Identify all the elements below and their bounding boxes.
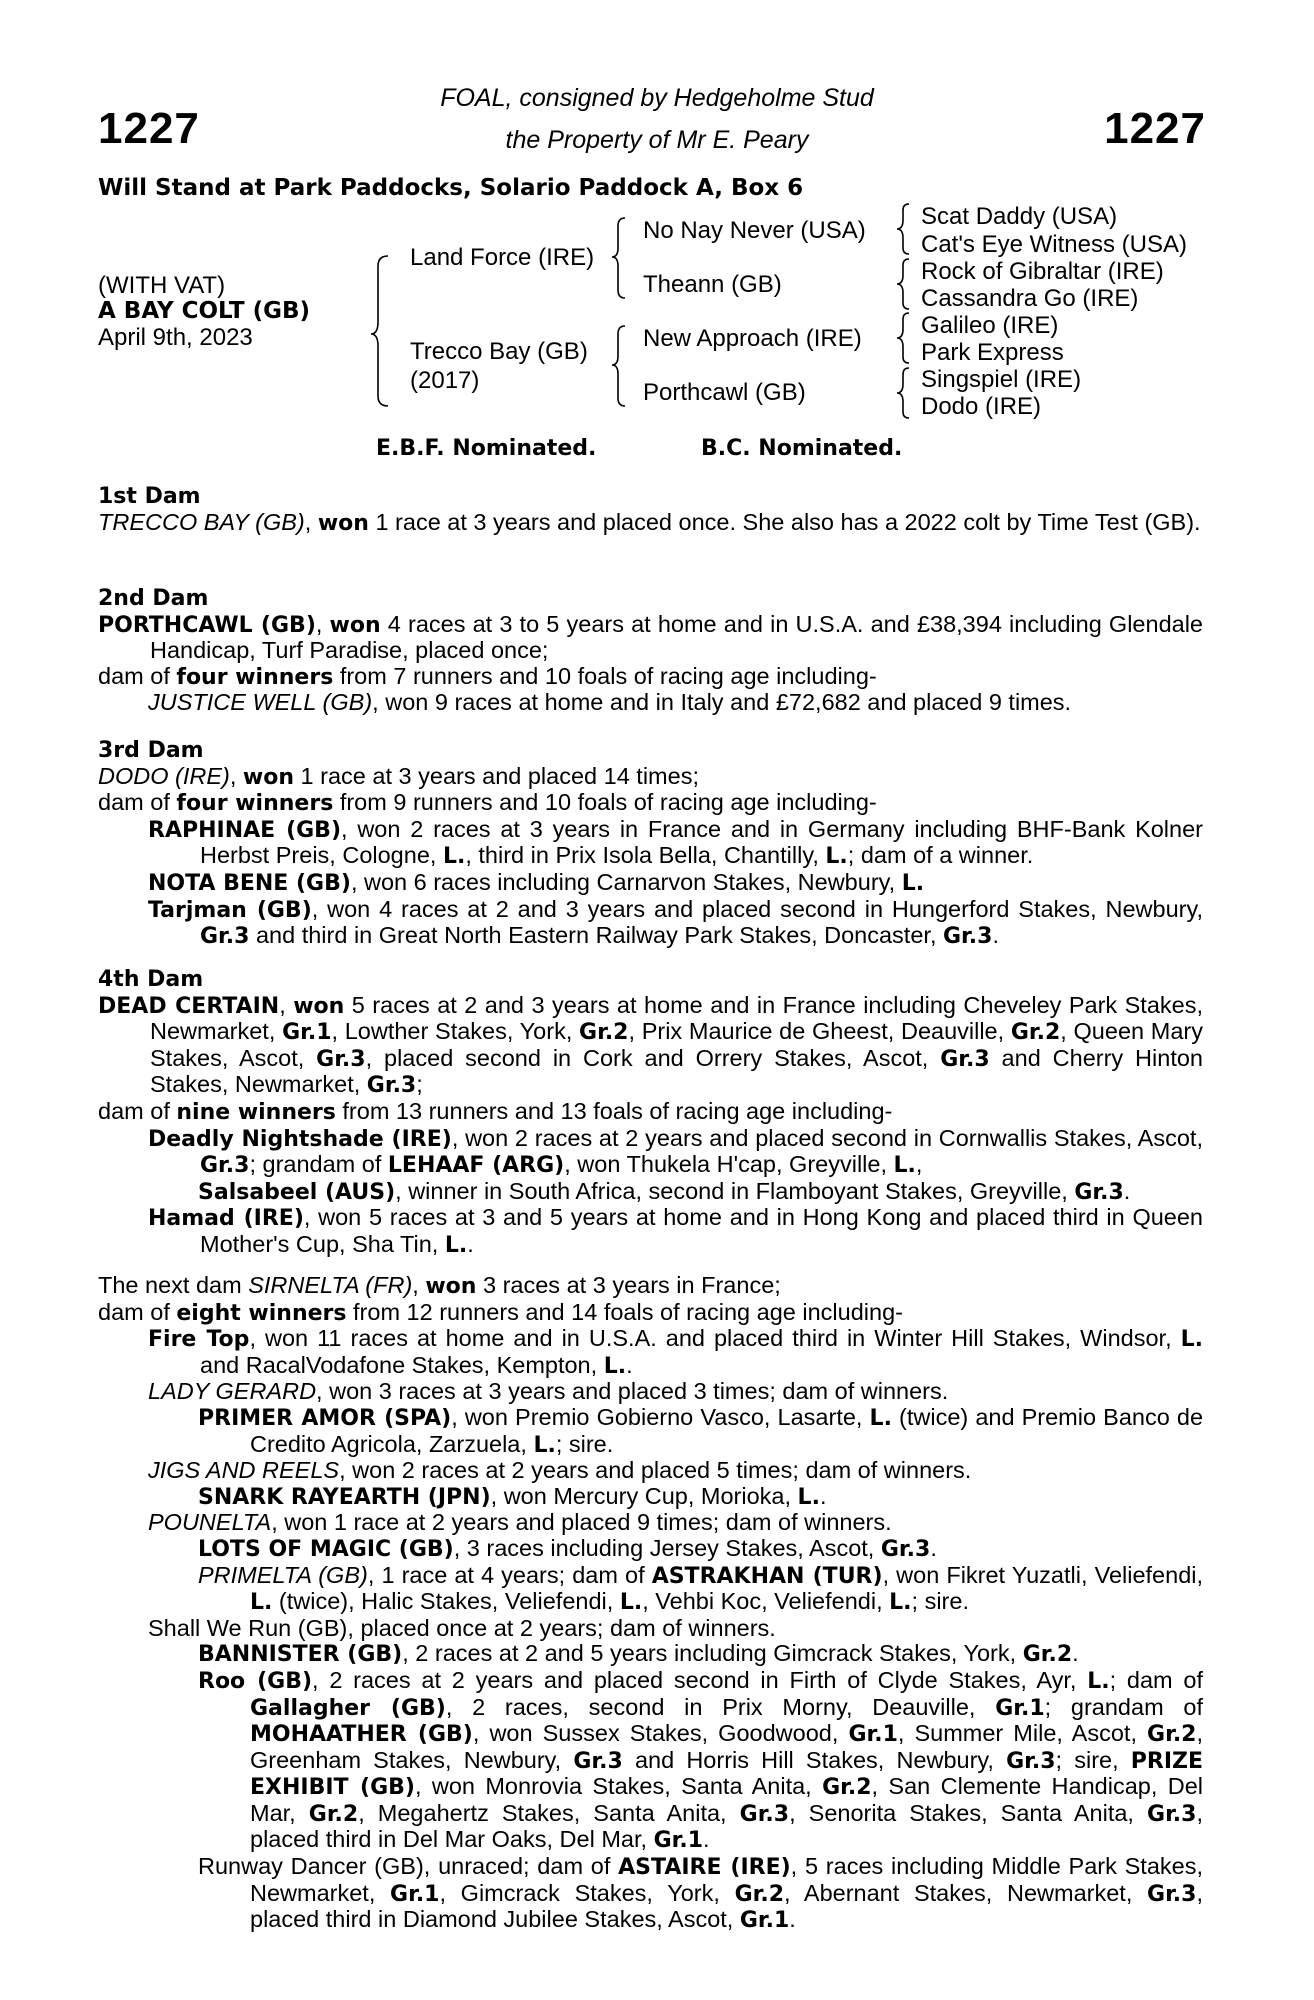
race-grade-label: L. [1087, 1668, 1110, 1694]
record-text: , won Mercury Cup, Morioka, [490, 1482, 798, 1509]
third-dam-produce [98, 790, 1203, 817]
next-dam-name: SIRNELTA (FR) [248, 1272, 413, 1298]
record-text: ; dam of a winner. [847, 842, 1034, 869]
progeny-entry [98, 1379, 1203, 1405]
winners-count: four winners [176, 664, 334, 690]
record-text: , winner in South Africa, second in Flamboyant Stakes, Greyville, [395, 1177, 1075, 1204]
third-dam-name: DODO (IRE) [98, 762, 230, 789]
record-text: . [703, 1826, 710, 1853]
g3-ancestor-7: Singspiel (IRE) [921, 366, 1082, 393]
record-text: ; sire. [911, 1588, 969, 1615]
g3-ancestor-5: Galileo (IRE) [921, 312, 1059, 339]
race-grade-label: Gr.3 [880, 1536, 931, 1562]
record-text: , Lowther Stakes, York, [331, 1018, 580, 1045]
record-text: The next dam [98, 1272, 249, 1298]
record-text: and RacalVodafone Stakes, Kempton, [200, 1351, 604, 1378]
record-text: and Cherry Hinton Stakes, Newmarket, [150, 1044, 1203, 1098]
record-text: LEHAAF (ARG) [387, 1153, 565, 1179]
record-text: , won Monrovia Stakes, Santa Anita, [414, 1773, 823, 1800]
record-text: , third in Prix Isola Bella, Chantilly, [465, 842, 826, 869]
race-grade-label: Gr.1 [995, 1695, 1045, 1721]
lot-number-right: 1227 [1104, 104, 1206, 153]
second-dam-section [98, 586, 1203, 716]
race-grade-label: L. [1180, 1327, 1203, 1353]
record-text: , won 11 races at home and in U.S.A. and placed third in Winter Hill Stakes, Windsor, [249, 1325, 1181, 1352]
property-line: the Property of Mr E. Peary [505, 126, 809, 154]
progeny-name: RAPHINAE (GB) [148, 817, 342, 843]
record-text: . [992, 922, 999, 949]
progeny-entry [98, 1616, 1203, 1642]
next-dam-produce [98, 1300, 1203, 1327]
second-dam-heading: 2nd Dam [98, 586, 209, 611]
sire-name: Land Force (IRE) [410, 244, 595, 271]
progeny-name: Fire Top [148, 1327, 250, 1353]
g3-ancestor-1: Scat Daddy (USA) [921, 203, 1118, 230]
race-grade-label: Gr.2 [308, 1801, 359, 1827]
progeny-name: JUSTICE WELL (GB) [148, 689, 373, 716]
race-grade-label: Gr.2 [822, 1775, 872, 1801]
race-grade-label: Gr.3 [200, 924, 250, 950]
race-grade-label: L. [533, 1432, 556, 1458]
dam-name: Trecco Bay (GB) [410, 338, 588, 365]
progeny-entry [98, 1536, 1203, 1563]
record-text: ; sire. [555, 1430, 614, 1457]
race-grade-label: Gr.2 [734, 1881, 784, 1907]
record-text: , placed third in Del Mar Oaks, Del Mar, [250, 1799, 1203, 1853]
progeny-name: Deadly Nightshade (IRE) [148, 1126, 452, 1152]
race-grade-label: L. [797, 1484, 820, 1510]
winners-count: eight winners [176, 1300, 347, 1326]
progeny-name: JIGS AND REELS [148, 1457, 340, 1484]
foaling-date: April 9th, 2023 [98, 324, 253, 351]
record-text: from 12 runners and 14 foals of racing age including- [346, 1298, 903, 1325]
won-label: won [242, 764, 295, 790]
race-grade-label: Gr.2 [1010, 1020, 1061, 1046]
record-text: PRIZE EXHIBIT (GB) [250, 1748, 1204, 1801]
record-text: (twice), Halic Stakes, Veliefendi, [272, 1588, 620, 1615]
progeny-name: Salsabeel (AUS) [198, 1179, 396, 1205]
dam-of-label: dam of [98, 1097, 177, 1124]
record-text: ; [416, 1071, 423, 1098]
race-grade-label: Gr.3 [1074, 1179, 1124, 1205]
winners-count: nine winners [176, 1099, 336, 1125]
record-text: , unraced; dam of [423, 1853, 619, 1880]
record-text: , won 6 races including Carnarvon Stakes, Newbury, [350, 868, 902, 895]
record-text: . [1072, 1640, 1079, 1667]
record-text: dam of [98, 1298, 177, 1325]
progeny-name: BANNISTER (GB) [198, 1642, 403, 1668]
race-grade-label: Gr.3 [1006, 1748, 1056, 1774]
record-text: , Queen Mary Stakes, Ascot, [150, 1018, 1203, 1071]
next-dam-section [98, 1273, 1203, 1934]
race-grade-label: L. [250, 1590, 273, 1616]
first-dam-heading: 1st Dam [98, 484, 201, 509]
progeny-entry [98, 1126, 1203, 1179]
vat-label: (WITH VAT) [98, 272, 226, 299]
next-dam-text: The next dam SIRNELTA (FR), won 3 races at 3 years in France; [98, 1272, 781, 1299]
record-text: , [915, 1151, 923, 1178]
record-text: , 1 race at 4 years; dam of [367, 1561, 652, 1588]
record-text: . [789, 1906, 796, 1933]
progeny-entry [98, 1668, 1203, 1854]
won-label: won [293, 993, 345, 1019]
third-dam-heading: 3rd Dam [98, 738, 204, 763]
record-text: . [930, 1534, 937, 1561]
lot-number-left: 1227 [98, 104, 200, 153]
progeny-name: Hamad (IRE) [148, 1206, 304, 1232]
progeny-name: SNARK RAYEARTH (JPN) [198, 1484, 491, 1510]
third-dam-section [98, 738, 1203, 950]
sire-sire-name: No Nay Never (USA) [643, 217, 866, 244]
progeny-entry [98, 1510, 1203, 1536]
progeny-name: Tarjman (GB) [148, 897, 312, 923]
fourth-dam-name: DEAD CERTAIN [98, 993, 280, 1019]
record-text: and Horris Hill Stakes, Newbury, [622, 1746, 1007, 1773]
record-text: 3 races at 3 years in France; [476, 1272, 781, 1298]
record-text: , won 4 races at 2 and 3 years and placed second in Hungerford Stakes, Newbury, [311, 895, 1203, 922]
progeny-name: LADY GERARD [148, 1378, 317, 1405]
progeny-entry [98, 1854, 1203, 1934]
race-grade-label: L. [869, 1405, 892, 1431]
record-text: , placed second in Cork and Orrery Stakes, Ascot, [365, 1044, 941, 1071]
progeny-name: Shall We Run (GB) [148, 1614, 348, 1641]
record-text: ; grandam of [1044, 1693, 1203, 1720]
progeny-entry [98, 870, 1203, 897]
race-grade-label: Gr.1 [282, 1020, 332, 1046]
race-grade-label: Gr.3 [573, 1748, 623, 1774]
record-text: , Summer Mile, Ascot, [897, 1720, 1148, 1747]
record-text: , Greenham Stakes, Newbury, [250, 1720, 1204, 1773]
record-text: . [467, 1230, 474, 1257]
race-grade-label: Gr.3 [1147, 1881, 1197, 1907]
record-text: , 2 races at 2 and 5 years including Gimcrack Stakes, York, [402, 1640, 1023, 1667]
race-grade-label: Gr.2 [579, 1020, 629, 1046]
record-text: ; sire, [1055, 1746, 1131, 1773]
record-text: MOHAATHER (GB) [250, 1722, 473, 1748]
progeny-name: LOTS OF MAGIC (GB) [198, 1536, 454, 1562]
fourth-dam-heading: 4th Dam [98, 967, 204, 992]
second-dam-record: 4 races at 3 to 5 years at home and in U.S.A. and £38,394 including Glendale Handicap, Turf Paradise, placed once; [150, 610, 1203, 664]
record-text: , won 3 races at 3 years and placed 3 times; dam of winners. [316, 1378, 949, 1405]
record-text: , Abernant Stakes, Newmarket, [784, 1879, 1148, 1906]
progeny-name: POUNELTA [148, 1509, 272, 1536]
g3-ancestor-6: Park Express [921, 339, 1064, 366]
second-dam-text: PORTHCAWL (GB), won 4 races at 3 to 5 years at home and in U.S.A. and £38,394 including Glendale Handicap, Turf Paradise, placed once; [98, 610, 1203, 664]
fourth-dam-produce [98, 1099, 1203, 1126]
race-grade-label: Gr.1 [848, 1722, 898, 1748]
progeny-name: Runway Dancer (GB) [198, 1853, 424, 1880]
race-grade-label: Gr.3 [943, 924, 993, 950]
dam-sire-name: New Approach (IRE) [643, 325, 862, 352]
record-text: , won 5 races at 3 and 5 years at home and in Hong Kong and placed third in Queen Mother's Cup, Sha Tin, [200, 1204, 1203, 1257]
winners-count: four winners [176, 791, 334, 817]
record-text: , won 2 races at 2 years and placed 5 times; dam of winners. [339, 1457, 972, 1484]
progeny-entry [98, 1458, 1203, 1484]
g3-ancestor-2: Cat's Eye Witness (USA) [921, 231, 1187, 258]
record-text: , won 2 races at 3 years in France and in Germany including BHF-Bank Kolner Herbst Preis, Cologne, [200, 815, 1203, 869]
progeny-name: Roo (GB) [198, 1668, 313, 1694]
first-dam-name: TRECCO BAY (GB) [98, 508, 305, 535]
dam-of-label: dam of [98, 662, 177, 689]
race-grade-label: L. [603, 1353, 627, 1379]
bc-nomination: B.C. Nominated. [701, 436, 903, 461]
record-text: , won 1 race at 2 years and placed 9 times; dam of winners. [271, 1509, 892, 1536]
record-text: , placed third in Diamond Jubilee Stakes, Ascot, [250, 1879, 1203, 1933]
dam-of-label: dam of [98, 789, 177, 816]
record-text: Gallagher (GB) [250, 1695, 446, 1721]
first-dam-record: 1 race at 3 years and placed once. She also has a 2022 colt by Time Test (GB). [368, 508, 1201, 535]
consignor-line: FOAL, consigned by Hedgeholme Stud [440, 84, 874, 112]
record-text: . [626, 1351, 633, 1378]
race-grade-label: Gr.1 [653, 1828, 703, 1854]
record-text: , won Sussex Stakes, Goodwood, [472, 1720, 849, 1747]
record-text: and third in Great North Eastern Railway Park Stakes, Doncaster, [249, 922, 943, 949]
race-grade-label: Gr.2 [1022, 1642, 1073, 1668]
record-text: , Prix Maurice de Gheest, Deauville, [628, 1018, 1011, 1045]
progeny-entry [98, 817, 1203, 870]
record-text: , 2 races, second in Prix Morny, Deauville, [445, 1693, 996, 1720]
record-text: , 3 races including Jersey Stakes, Ascot, [453, 1534, 881, 1561]
sire-dam-name: Theann (GB) [643, 271, 782, 298]
first-dam-section [98, 484, 1203, 536]
race-grade-label: L. [444, 1232, 468, 1258]
record-text: , won Thukela H'cap, Greyville, [564, 1151, 894, 1178]
record-text: ; grandam of [249, 1151, 388, 1178]
second-dam-name: PORTHCAWL (GB) [98, 612, 316, 638]
race-grade-label: Gr.3 [739, 1801, 790, 1827]
dam-dam-name: Porthcawl (GB) [643, 379, 806, 406]
dam-year: (2017) [410, 367, 480, 394]
record-text: . [1123, 1177, 1131, 1204]
progeny-name: PRIMELTA (GB) [198, 1561, 368, 1588]
race-grade-label: Gr.3 [940, 1046, 990, 1072]
race-grade-label: Gr.3 [1147, 1801, 1197, 1827]
progeny-entry [98, 690, 1203, 716]
progeny-name: PRIMER AMOR (SPA) [198, 1405, 452, 1431]
record-text: , won 2 races at 2 years and placed second in Cornwallis Stakes, Ascot, [451, 1124, 1203, 1151]
g3-ancestor-3: Rock of Gibraltar (IRE) [921, 258, 1164, 285]
record-text: , 2 races at 2 years and placed second in Firth of Clyde Stakes, Ayr, [312, 1666, 1088, 1693]
progeny-entry [98, 1179, 1203, 1206]
record-text: , Megahertz Stakes, Santa Anita, [358, 1799, 740, 1826]
won-label: won [317, 510, 369, 536]
record-text: 5 races at 2 and 3 years at home and in France including Cheveley Park Stakes, Newmarket, [150, 991, 1203, 1045]
progeny-entry [98, 1405, 1203, 1458]
fourth-dam-section [98, 967, 1203, 1259]
record-text: (twice) and Premio Banco de Credito Agricola, Zarzuela, [250, 1403, 1204, 1457]
race-grade-label: Gr.1 [739, 1908, 790, 1934]
progeny-entry [98, 1484, 1203, 1511]
race-grade-label: L. [619, 1590, 643, 1616]
g3-ancestor-8: Dodo (IRE) [921, 393, 1042, 420]
fourth-dam-text: DEAD CERTAIN, won 5 races at 2 and 3 years at home and in France including Cheveley Park Stakes, Newmarket, Gr.1, Lowther Stakes, York, Gr.2, Prix Maurice de Gheest, Deauville, Gr.2, Queen Mary Stakes, Ascot, Gr.3, placed second in Cork and Orrery Stakes, Ascot, Gr.3 and Cherry Hinton Stakes, Newmarket, Gr.3; [98, 991, 1203, 1099]
record-text: , won Fikret Yuzatli, Veliefendi, [882, 1561, 1204, 1588]
record-text: , won Premio Gobierno Vasco, Lasarte, [451, 1403, 870, 1430]
record-text: , Gimcrack Stakes, York, [439, 1879, 735, 1906]
first-dam-text: TRECCO BAY (GB), won 1 race at 3 years and placed once. She also has a 2022 colt by Time Test (GB). [98, 508, 1201, 536]
race-grade-label: Gr.3 [366, 1073, 417, 1099]
record-text: ASTAIRE (IRE) [618, 1855, 791, 1881]
progeny-record: , won 9 races at home and in Italy and £72,682 and placed 9 times. [372, 689, 1072, 716]
record-text: ASTRAKHAN (TUR) [651, 1563, 883, 1589]
third-dam-text: DODO (IRE), won 1 race at 3 years and placed 14 times; [98, 762, 699, 790]
location-line: Will Stand at Park Paddocks, Solario Paddock A, Box 6 [98, 175, 804, 201]
race-grade-label: L. [889, 1590, 912, 1616]
race-grade-label: L. [825, 844, 848, 870]
second-dam-produce [98, 664, 1203, 691]
race-grade-label: L. [442, 844, 466, 870]
race-grade-label: Gr.2 [1147, 1722, 1197, 1748]
race-grade-label: Gr.3 [200, 1153, 250, 1179]
produce-summary: from 7 runners and 10 foals of racing age including- [333, 662, 877, 689]
won-label: won [425, 1274, 477, 1299]
produce-summary: from 13 runners and 13 foals of racing age including- [335, 1097, 893, 1124]
progeny-entry [98, 1641, 1203, 1668]
ebf-nomination: E.B.F. Nominated. [376, 436, 597, 461]
record-text: , 5 races including Middle Park Stakes, Newmarket, [250, 1853, 1203, 1906]
record-text: , Vehbi Koc, Veliefendi, [642, 1588, 890, 1615]
progeny-name: NOTA BENE (GB) [148, 870, 351, 896]
g3-ancestor-4: Cassandra Go (IRE) [921, 285, 1139, 312]
produce-summary: from 9 runners and 10 foals of racing age including- [333, 789, 877, 816]
horse-name: A BAY COLT (GB) [98, 298, 311, 324]
race-grade-label: Gr.3 [316, 1046, 366, 1072]
third-dam-record: 1 race at 3 years and placed 14 times; [294, 762, 699, 789]
record-text: ; dam of [1109, 1666, 1203, 1693]
won-label: won [329, 612, 381, 638]
record-text: , San Clemente Handicap, Del Mar, [250, 1773, 1203, 1826]
race-grade-label: Gr.1 [390, 1881, 440, 1907]
progeny-entry [98, 1563, 1203, 1616]
progeny-entry [98, 1205, 1203, 1258]
progeny-entry [98, 1326, 1203, 1379]
race-grade-label: L. [893, 1153, 916, 1179]
record-text: . [819, 1482, 827, 1509]
progeny-entry [98, 897, 1203, 950]
record-text: , Senorita Stakes, Santa Anita, [789, 1799, 1148, 1826]
race-grade-label: L. [901, 870, 925, 896]
record-text: , placed once at 2 years; dam of winners. [347, 1614, 776, 1641]
